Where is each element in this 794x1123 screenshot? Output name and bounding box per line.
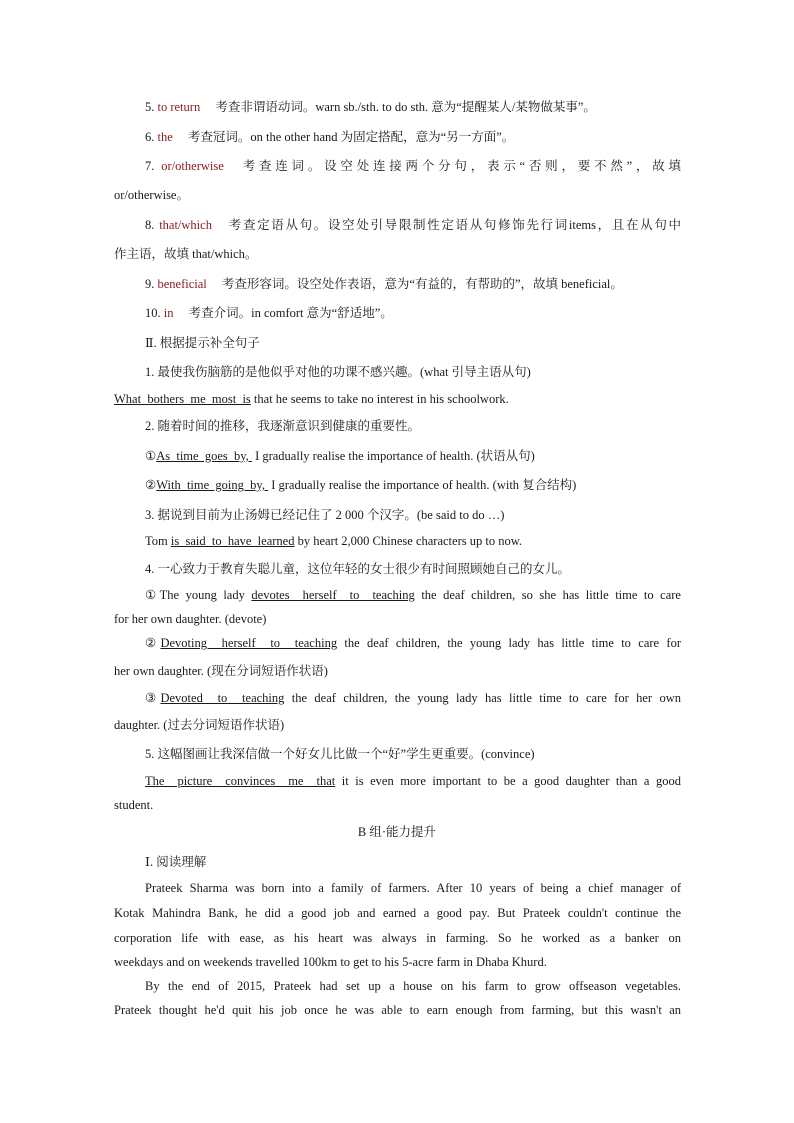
q4-answer-b-cont: her own daughter. (现在分词短语作状语) — [114, 664, 328, 678]
q4-answer-b — [145, 635, 681, 651]
passage-line: Kotak Mahindra Bank, he did a good job and earned a good pay. But Prateek couldn't continue the — [114, 906, 681, 920]
passage-line: Prateek Sharma was born into a family of farmers. After 10 years of being a chief manager of — [145, 881, 681, 895]
q4-answer-c — [145, 690, 681, 706]
q4-answer-c-cont: daughter. (过去分词短语作状语) — [114, 718, 285, 732]
q4c-fill: Devoted to teaching — [160, 691, 285, 705]
answer-number: 5. — [145, 100, 155, 114]
q4a-rest: the deaf children, so she has little time to care — [414, 588, 681, 602]
q3-prompt: 3. 据说到目前为止汤姆已经记住了 2 000 个汉字。(be said to do …) — [145, 508, 505, 522]
answer-9 — [145, 276, 681, 292]
answer-text: or/otherwise — [161, 159, 224, 173]
answer-6 — [145, 129, 681, 145]
passage-line: corporation life with ease, as his heart was always in farming. So he worked as a banker on — [114, 931, 681, 945]
answer-text: beneficial — [157, 277, 207, 291]
answer-explanation: 考查非谓语动词。warn sb./sth. to do sth. 意为“提醒某人/某物做某事”。 — [215, 100, 596, 114]
q4c-rest: the deaf children, the young lady has little time to care for her own — [284, 691, 681, 705]
passage-line: weekdays and on weekends travelled 100km to get to his 5-acre farm in Dhaba Khurd. — [114, 955, 547, 969]
q5-answer — [145, 773, 681, 789]
answer-number: 8. — [145, 218, 155, 232]
answer-explanation: 考查定语从句。设空处引导限制性定语从句修饰先行词items，且在从句中 — [228, 218, 681, 232]
q4-answer-a — [145, 587, 681, 603]
answer-10 — [145, 305, 681, 321]
q1-rest: that he seems to take no interest in his schoolwork. — [250, 392, 509, 406]
answer-7 — [145, 158, 681, 174]
answer-explanation: 考查冠词。on the other hand 为固定搭配，意为“另一方面”。 — [187, 130, 515, 144]
q2-answer-a — [145, 448, 681, 464]
answer-number: 10. — [145, 306, 161, 320]
q1-prompt: 1. 最使我伤脑筋的是他似乎对他的功课不感兴趣。(what 引导主语从句) — [145, 365, 531, 379]
q2-answer-b — [145, 477, 681, 493]
q5-rest: it is even more important to be a good daughter than a good — [335, 774, 681, 788]
q4a-fill: devotes herself to teaching — [251, 588, 415, 602]
circled-2-mark: ② — [145, 478, 157, 492]
answer-explanation: 考查介词。in comfort 意为“舒适地”。 — [188, 306, 393, 320]
circled-3-mark: ③ — [145, 691, 161, 705]
answer-number: 6. — [145, 130, 155, 144]
q5-answer-cont: student. — [114, 798, 154, 812]
q2a-rest: I gradually realise the importance of health. (状语从句) — [251, 449, 535, 463]
answer-8-cont: 作主语，故填 that/which。 — [114, 247, 258, 261]
q2a-fill: As time goes by, — [156, 449, 252, 463]
q3-answer — [145, 533, 681, 549]
q4-prompt: 4. 一心致力于教育失聪儿童，这位年轻的女士很少有时间照顾她自己的女儿。 — [145, 562, 571, 576]
passage-line: Prateek thought he'd quit his job once he was able to earn enough from farming, but this wasn't an — [114, 1003, 681, 1017]
answer-text: to return — [157, 100, 201, 114]
q3-fill: is said to have learned — [170, 534, 295, 548]
answer-8 — [145, 217, 681, 233]
answer-text: the — [157, 130, 173, 144]
q2-prompt: 2. 随着时间的推移，我逐渐意识到健康的重要性。 — [145, 419, 421, 433]
group-b-title: B 组·能力提升 — [357, 825, 437, 839]
q2b-fill: With time going by, — [156, 478, 269, 492]
answer-explanation: 考查连词。设空处连接两个分句，表示“否则，要不然”，故填 — [242, 159, 681, 173]
q5-fill: The picture convinces me that — [145, 774, 336, 788]
q4a-pre: The young lady — [159, 588, 252, 602]
answer-7-cont: or/otherwise。 — [114, 188, 189, 202]
answer-text: that/which — [159, 218, 212, 232]
answer-number: 9. — [145, 277, 155, 291]
q3-rest: by heart 2,000 Chinese characters up to now. — [294, 534, 523, 548]
circled-1-mark: ① — [145, 588, 160, 602]
answer-explanation: 考查形容词。设空处作表语，意为“有益的，有帮助的”，故填 beneficial。 — [221, 277, 623, 291]
reading-title: Ⅰ. 阅读理解 — [145, 855, 207, 869]
q2b-rest: I gradually realise the importance of health. (with 复合结构) — [268, 478, 577, 492]
q3-pre: Tom — [145, 534, 171, 548]
circled-2-mark: ② — [145, 636, 161, 650]
answer-number: 7. — [145, 159, 155, 173]
q4-answer-a-cont: for her own daughter. (devote) — [114, 612, 267, 626]
q1-fill: What bothers me most is — [114, 392, 251, 406]
q4b-fill: Devoting herself to teaching — [160, 636, 338, 650]
q1-answer — [114, 391, 681, 407]
q5-prompt: 5. 这幅图画让我深信做一个好女儿比做一个“好”学生更重要。(convince) — [145, 747, 535, 761]
q4b-rest: the deaf children, the young lady has little time to care for — [337, 636, 681, 650]
answer-text: in — [163, 306, 174, 320]
answer-5 — [145, 99, 681, 115]
circled-1-mark: ① — [145, 449, 157, 463]
section-2-title: Ⅱ. 根据提示补全句子 — [145, 336, 260, 350]
passage-line: By the end of 2015, Prateek had set up a house on his farm to grow offseason vegetables. — [145, 979, 681, 993]
